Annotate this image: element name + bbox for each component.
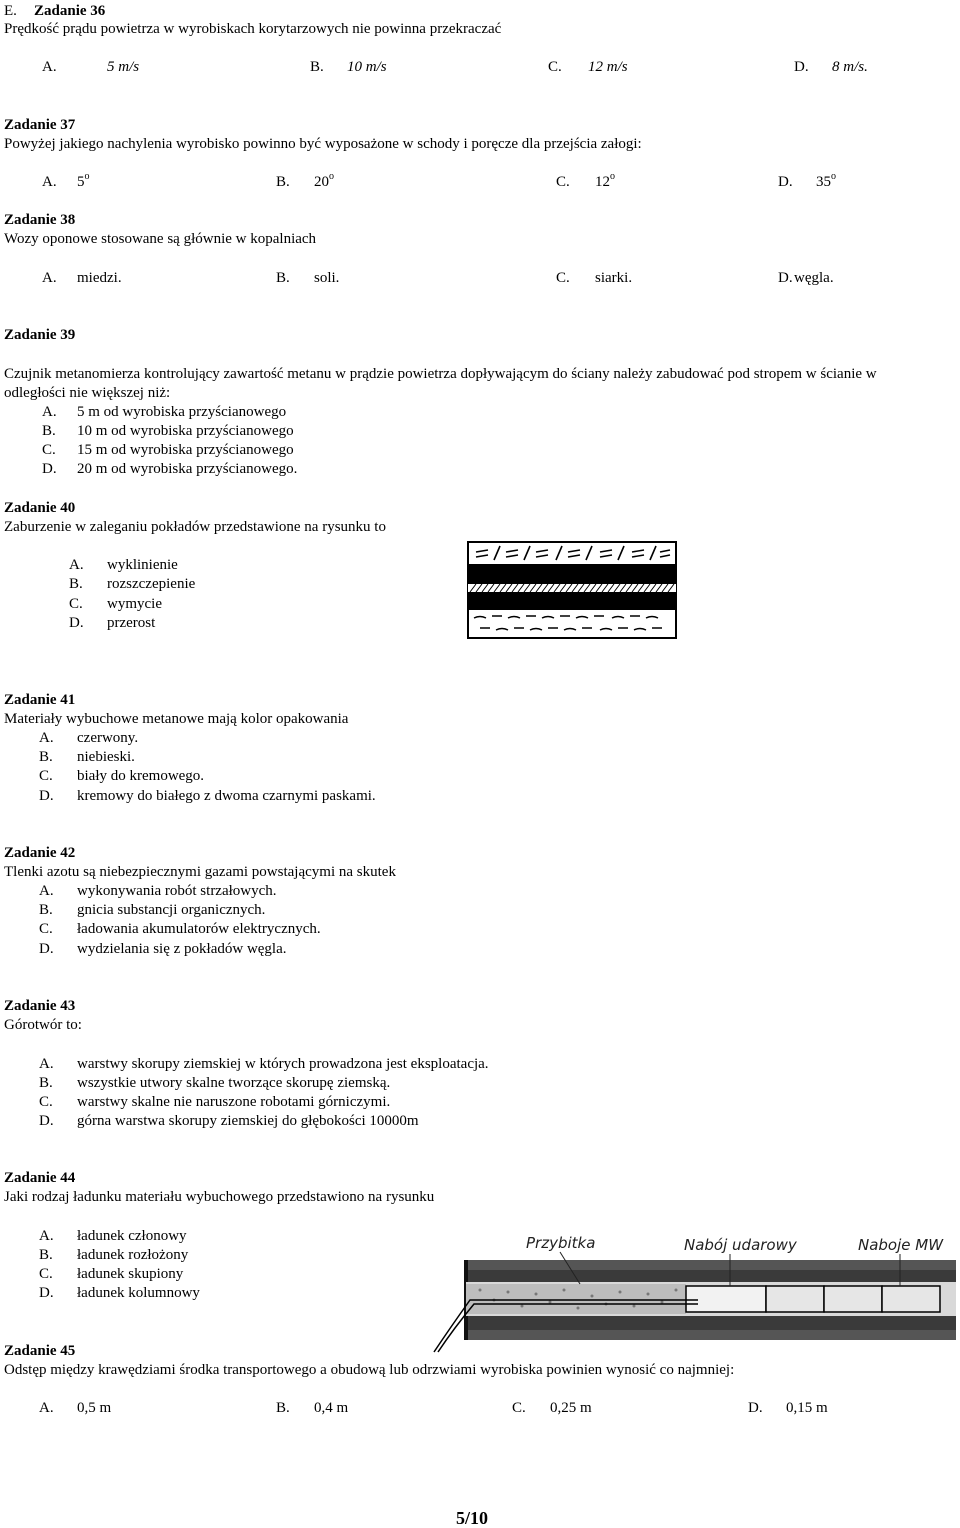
- option-letter: C.: [39, 1266, 53, 1282]
- option-letter: D.: [69, 615, 84, 631]
- question-43-text: Górotwór to:: [4, 1017, 82, 1033]
- option-letter: D.: [39, 941, 54, 957]
- question-45-title: Zadanie 45: [4, 1343, 76, 1359]
- seam-figure: [466, 540, 678, 640]
- option-text: niebieski.: [77, 749, 135, 765]
- option-letter: B.: [42, 423, 56, 439]
- option-text: 20$^o$: [314, 171, 334, 190]
- option-letter: A.: [42, 404, 57, 420]
- option-letter: D.: [42, 461, 57, 477]
- option-text: 0,5 m: [77, 1400, 112, 1416]
- option-text: 0,15 m: [786, 1400, 828, 1416]
- question-37-title: Zadanie 37: [4, 117, 76, 133]
- option-letter: A.: [39, 1056, 54, 1072]
- option-letter: D.: [794, 59, 809, 75]
- option-text: przerost: [107, 615, 156, 631]
- option-letter: D.: [39, 1113, 54, 1129]
- option-text: warstwy skorupy ziemskiej w których prowadzona jest eksploatacja.: [77, 1056, 489, 1072]
- option-letter: A.: [42, 270, 57, 286]
- option-letter: A.: [39, 1228, 54, 1244]
- option-text: czerwony.: [77, 730, 139, 746]
- option-letter: B.: [69, 576, 83, 592]
- option-letter: B.: [276, 270, 290, 286]
- option-letter: C.: [556, 174, 570, 190]
- option-letter: C.: [39, 1094, 53, 1110]
- question-36-text: Prędkość prądu powietrza w wyrobiskach korytarzowych nie powinna przekraczać: [4, 21, 502, 37]
- option-text: ładunek rozłożony: [77, 1247, 189, 1263]
- option-letter: B.: [39, 749, 53, 765]
- option-text: górna warstwa skorupy ziemskiej do głębokości 10000m: [77, 1113, 419, 1129]
- option-letter: D.: [778, 174, 793, 190]
- question-38-title: Zadanie 38: [4, 212, 76, 228]
- question-43-title: Zadanie 43: [4, 998, 76, 1014]
- option-text: 12$^o$: [595, 171, 615, 190]
- option-letter: A.: [39, 883, 54, 899]
- option-letter: B.: [39, 902, 53, 918]
- question-37-text: Powyżej jakiego nachylenia wyrobisko powinno być wyposażone w schody i poręcze dla przejścia załogi:: [4, 136, 642, 152]
- option-text: warstwy skalne nie naruszone robotami górniczymi.: [77, 1094, 391, 1110]
- option-text: ładunek członowy: [77, 1228, 187, 1244]
- option-text: wszystkie utwory skalne tworzące skorupę ziemską.: [77, 1075, 391, 1091]
- question-39-title: Zadanie 39: [4, 327, 76, 343]
- option-text: 20 m od wyrobiska przyścianowego.: [77, 461, 298, 477]
- option-letter: A.: [42, 59, 57, 75]
- charge-figure: [430, 1228, 958, 1354]
- option-text: wyklinienie: [107, 557, 178, 573]
- option-letter: C.: [39, 768, 53, 784]
- charge-drawing: [430, 1228, 958, 1354]
- label-naboj-udarowy: Nabój udarowy: [684, 1236, 797, 1254]
- seam-drawing: [466, 540, 678, 640]
- option-letter: D.: [748, 1400, 763, 1416]
- answer-letter-e: E.: [4, 3, 17, 19]
- option-letter: B.: [39, 1247, 53, 1263]
- option-letter: A.: [69, 557, 84, 573]
- option-text: 5 m od wyrobiska przyścianowego: [77, 404, 287, 420]
- question-44-title: Zadanie 44: [4, 1170, 76, 1186]
- option-letter: C.: [69, 596, 83, 612]
- question-36-title: Zadanie 36: [34, 3, 106, 19]
- option-text: 10 m od wyrobiska przyścianowego: [77, 423, 294, 439]
- page-number: 5/10: [456, 1508, 489, 1528]
- option-text: węgla.: [794, 270, 834, 286]
- option-text: 0,4 m: [314, 1400, 349, 1416]
- option-text: rozszczepienie: [107, 576, 196, 592]
- option-letter: B.: [39, 1075, 53, 1091]
- option-letter: C.: [42, 442, 56, 458]
- option-text: wymycie: [107, 596, 162, 612]
- option-text: 15 m od wyrobiska przyścianowego: [77, 442, 294, 458]
- option-text: siarki.: [595, 270, 633, 286]
- option-text: biały do kremowego.: [77, 768, 205, 784]
- option-letter: C.: [39, 921, 53, 937]
- option-text: 8 m/s.: [832, 59, 868, 75]
- option-text: wydzielania się z pokładów węgla.: [77, 941, 287, 957]
- question-39-text: Czujnik metanomierza kontrolujący zawartość metanu w prądzie powietrza dopływającym do ściany należy zabudować pod stropem w ścianie w odległości nie większej niż:: [4, 366, 877, 401]
- option-text: wykonywania robót strzałowych.: [77, 883, 277, 899]
- option-letter: C.: [548, 59, 562, 75]
- question-40-text: Zaburzenie w zaleganiu pokładów przedstawione na rysunku to: [4, 519, 386, 535]
- option-text: ładunek kolumnowy: [77, 1285, 200, 1301]
- option-text: 5$^o$: [77, 171, 90, 190]
- option-text: 35$^o$: [816, 171, 836, 190]
- question-42-title: Zadanie 42: [4, 845, 76, 861]
- option-letter: B.: [276, 1400, 290, 1416]
- option-letter: D.: [39, 788, 54, 804]
- option-text: 12 m/s: [588, 59, 628, 75]
- option-letter: D.: [39, 1285, 54, 1301]
- question-38-text: Wozy oponowe stosowane są głównie w kopalniach: [4, 231, 317, 247]
- question-44-text: Jaki rodzaj ładunku materiału wybuchowego przedstawiono na rysunku: [4, 1189, 435, 1205]
- option-letter: C.: [512, 1400, 526, 1416]
- option-letter: B.: [276, 174, 290, 190]
- option-letter: C.: [556, 270, 570, 286]
- question-42-text: Tlenki azotu są niebezpiecznymi gazami powstającymi na skutek: [4, 864, 396, 880]
- label-naboje-mw: Naboje MW: [858, 1236, 944, 1254]
- option-letter: D.: [778, 270, 793, 286]
- question-41-text: Materiały wybuchowe metanowe mają kolor opakowania: [4, 711, 349, 727]
- option-text: miedzi.: [77, 270, 122, 286]
- option-text: ładunek skupiony: [77, 1266, 184, 1282]
- option-letter: A.: [39, 1400, 54, 1416]
- option-letter: A.: [42, 174, 57, 190]
- option-letter: A.: [39, 730, 54, 746]
- option-text: soli.: [314, 270, 340, 286]
- option-text: 5 m/s: [107, 59, 140, 75]
- question-40-title: Zadanie 40: [4, 500, 76, 516]
- option-letter: B.: [310, 59, 324, 75]
- option-text: 10 m/s: [347, 59, 387, 75]
- option-text: ładowania akumulatorów elektrycznych.: [77, 921, 321, 937]
- option-text: kremowy do białego z dwoma czarnymi paskami.: [77, 788, 376, 804]
- option-text: gnicia substancji organicznych.: [77, 902, 266, 918]
- question-41-title: Zadanie 41: [4, 692, 76, 708]
- label-przybitka: Przybitka: [526, 1234, 596, 1252]
- option-text: 0,25 m: [550, 1400, 592, 1416]
- question-45-text: Odstęp między krawędziami środka transportowego a obudową lub odrzwiami wyrobiska powinien wynosić co najmniej:: [4, 1362, 735, 1378]
